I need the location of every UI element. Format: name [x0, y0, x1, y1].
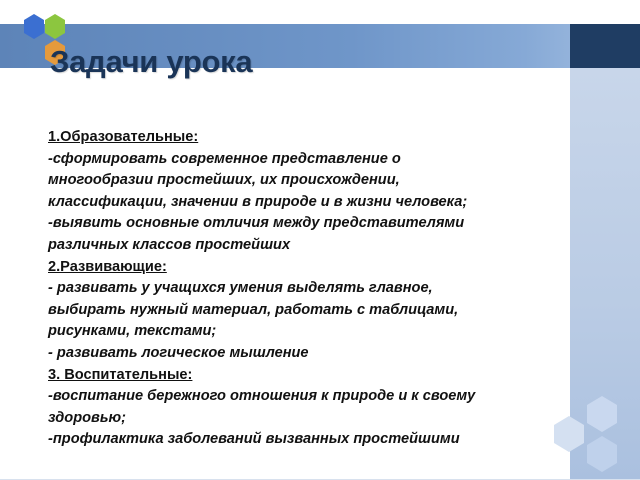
header-band-accent: [570, 24, 640, 68]
hexagon-icon: [24, 14, 44, 39]
lesson-objectives: [48, 127, 576, 451]
objective-line: -выявить основные отличия между представителями: [48, 215, 465, 232]
objective-line: многообразии простейших, их происхождении,: [48, 172, 400, 189]
section-heading: 2.Развивающие:: [48, 258, 167, 275]
objective-line: -воспитание бережного отношения к природе и к своему: [48, 388, 476, 405]
objective-line: -сформировать современное представление о: [48, 150, 401, 167]
objective-line: рисунками, текстами;: [48, 323, 217, 340]
section-heading: 1.Образовательные:: [48, 129, 199, 145]
objective-line: здоровью;: [48, 409, 126, 426]
objective-line: - развивать логическое мышление: [48, 344, 309, 361]
hexagon-icon: [587, 436, 617, 472]
objective-line: - развивать у учащихся умения выделять главное,: [48, 280, 433, 297]
objective-line: различных классов простейших: [48, 236, 291, 253]
hexagon-icon: [587, 396, 617, 432]
hexagon-icon: [45, 14, 65, 39]
objective-line: -профилактика заболеваний вызванных простейшими: [48, 431, 460, 448]
section-heading: 3. Воспитательные:: [48, 366, 193, 383]
objective-line: выбирать нужный материал, работать с таблицами,: [48, 301, 459, 318]
objective-line: классификации, значении в природе и в жизни человека;: [48, 193, 468, 210]
slide-title: Задачи урока: [50, 44, 253, 79]
